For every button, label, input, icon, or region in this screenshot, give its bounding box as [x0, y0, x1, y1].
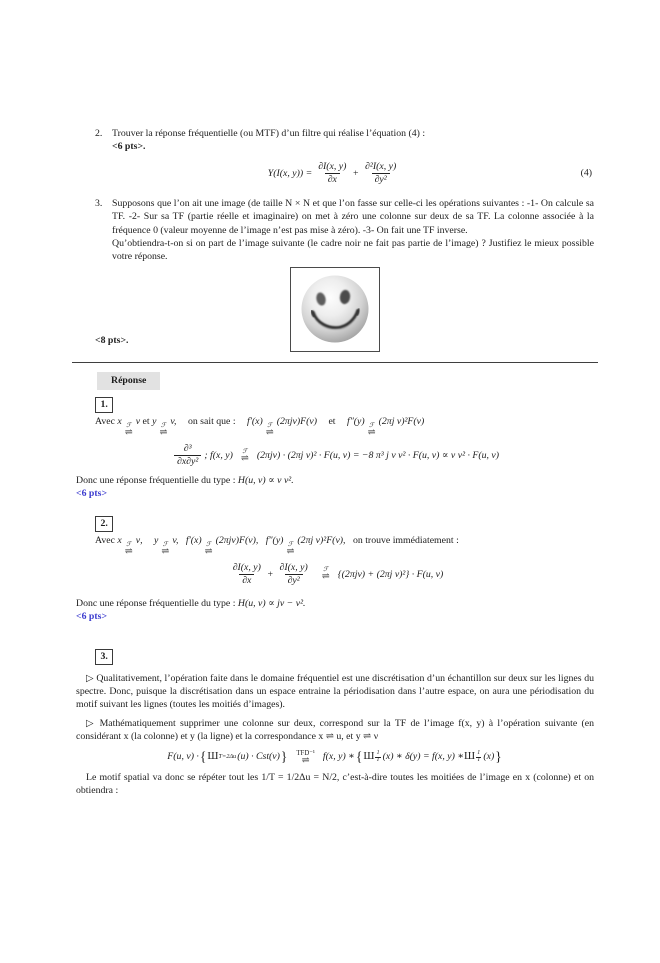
answer-2-display-equation: $\frac{\partial I(x, y)}{\partial x}$ + $\frac{\partial I(x, y)}{\text{∂y²}}$ ℱ ⇌ {(2πjν) + (2πj v)²} · F(u, v) — [76, 562, 594, 587]
left-brace: { — [355, 749, 363, 765]
answer-3-box: 3. — [95, 649, 113, 665]
equation-4 — [76, 161, 594, 186]
smiley-face-icon — [291, 268, 379, 351]
answer-1-conclusion: Donc une réponse fréquentielle du type : H(u, ν) ∝ ν v². — [76, 475, 294, 487]
fourier-harpoon-icon: ℱ ⇌ — [265, 422, 274, 439]
answer-2-box: 2. — [95, 516, 113, 532]
fraction: $\frac{\partial I(x, y)}{\text{∂y²}}$ — [279, 561, 308, 586]
fourier-harpoon-icon: ℱ ⇌ — [367, 422, 376, 439]
answer-1-line: Avec x ℱ ⇌ ν et y ℱ ⇌ v, on sait que : f′(x) ℱ ⇌ (2πjν)F(ν) et f″(y) ℱ ⇌ (2πj v)²F(v) — [95, 416, 425, 439]
fourier-harpoon-icon: ℱ ⇌ — [240, 447, 249, 464]
dirac-comb-symbol: Ш — [207, 750, 219, 763]
answer-3-paragraph-3: Le motif spatial va donc se répéter tout les 1/T = 1/2Δu = N/2, c’est-à-dire toutes les moitiées de l’image en x (colonne) et on obtiendra : — [76, 771, 594, 796]
fraction: $\frac{\text{∂³}}{\text{∂x∂y²}}$ — [174, 443, 201, 468]
dirac-comb-symbol: Ш — [363, 750, 375, 763]
fourier-harpoon-icon: ℱ ⇌ — [124, 540, 133, 557]
answer-1-points: <6 pts> — [76, 488, 108, 500]
fourier-harpoon-icon: ℱ ⇌ — [321, 566, 330, 583]
answer-1-box: 1. — [95, 397, 113, 413]
question-2-text: Trouver la réponse fréquentielle (ou MTF) d’un filtre qui réalise l’équation (4) : — [112, 128, 426, 139]
fraction: $\frac{\text{∂²I(x, y)}}{\text{∂y²}}$ — [365, 160, 397, 185]
question-2 — [76, 127, 594, 154]
answer-2-section — [76, 503, 594, 624]
fraction: $\frac{\partial I(x, y)}{\partial x}$ — [232, 561, 261, 586]
answer-2-points: <6 pts> — [76, 611, 108, 623]
fourier-harpoon-icon: ℱ ⇌ — [124, 422, 133, 439]
equation-4-tag: (4) — [580, 167, 592, 179]
question-2-points: <6 pts>. — [112, 141, 146, 153]
text-segment: Avec — [95, 416, 115, 428]
figure-row — [76, 267, 594, 355]
fourier-harpoon-icon: ℱ ⇌ — [204, 540, 213, 557]
question-3-text: Supposons que l’on ait une image (de taille N × N et que l’on fasse sur celle-ci les opérations suivantes : -1- On calcule sa TF. -2- Sur sa TF (partie réelle et imaginaire) on met à zéro une colonne sur deux de sa TF. La colonne associée à la fréquence 0 (valeur moyenne de l’image n’est pas mise à zéro). -3- On fait une TF inverse. — [112, 197, 594, 236]
question-3-text2: Qu’obtiendra-t-on si on part de l’image suivante (le cadre noir ne fait pas partie de l’image) ? Justifiez le mieux possible votre réponse. — [112, 238, 594, 263]
reponse-header: Réponse — [97, 372, 160, 390]
answer-3-paragraph-1: ▷ Qualitativement, l’opération faite dans le domaine fréquentiel est une discrétisation d’un échantillon sur deux sur les lignes du spectre. Donc, puisque la discrétisation dans un espace entraine la périodisation dans l’autre espace, on aura une périodisation du motif suivant les lignes (toutes les moitiés d’images). — [76, 672, 594, 711]
answer-3-formula: F(u, ν) · { Ш T=2Δu (u) · Cst(ν) } TFD⁻¹ ⇌ f(x, y) ∗ { Ш 1 T (x) ∗ δ(y) = f(x, y) ∗ Ш 1 T (x) } — [167, 749, 502, 766]
plus-sign: + — [352, 167, 360, 179]
answer-2-conclusion: Donc une réponse fréquentielle du type : H(u, ν) ∝ jν − v². — [76, 597, 306, 609]
equation-4-lhs: Υ(I(x, y)) = — [267, 167, 313, 179]
fraction: $\frac{\partial I(x, y)}{\partial x}$ — [318, 160, 347, 185]
fourier-harpoon-icon: ℱ ⇌ — [159, 422, 168, 439]
answer-3-paragraph-2: ▷ Mathématiquement supprimer une colonne sur deux, correspond sur la TF de l’image f(x, y) à l’opération suivante (en considérant x (la colonne) et y (la ligne) et la correspondance x ⇌ u, et y ⇌ ν — [76, 717, 594, 743]
fourier-harpoon-icon: ℱ ⇌ — [286, 540, 295, 557]
dirac-comb-symbol: Ш — [463, 750, 476, 763]
question-3-body — [112, 197, 594, 264]
question-2-number: 2. — [95, 128, 103, 139]
answer-2-line: Avec x ℱ ⇌ ν, y ℱ ⇌ v, f′(x) ℱ ⇌ (2πjν)F(ν), f″(y) ℱ ⇌ (2πj v)²F(v), on trouve immédiatement : — [95, 534, 459, 557]
fourier-harpoon-icon: ℱ ⇌ — [161, 540, 170, 557]
smiley-face-image — [290, 267, 380, 352]
question-3 — [76, 197, 594, 264]
answer-1-section — [76, 397, 594, 501]
answer-3-section — [76, 626, 594, 798]
divider-rule — [72, 362, 598, 363]
answer-1-display-equation: $\frac{\text{∂³}}{\text{∂x∂y²}}$ ; f(x, y) ℱ ⇌ (2πjν) · (2πj v)² · F(u, v) = −8 π³ j ν v² · F(u, v) ∝ ν v² · F(u, v) — [76, 443, 594, 468]
inverse-tfd-harpoon-icon: TFD⁻¹ ⇌ — [296, 749, 315, 766]
left-brace: { — [199, 749, 207, 765]
question-3-number: 3. — [95, 197, 103, 209]
right-brace: } — [495, 749, 502, 765]
question-3-points: <8 pts>. — [95, 334, 129, 346]
right-brace: } — [280, 749, 288, 765]
question-2-body — [112, 127, 594, 154]
document-page — [76, 0, 594, 797]
